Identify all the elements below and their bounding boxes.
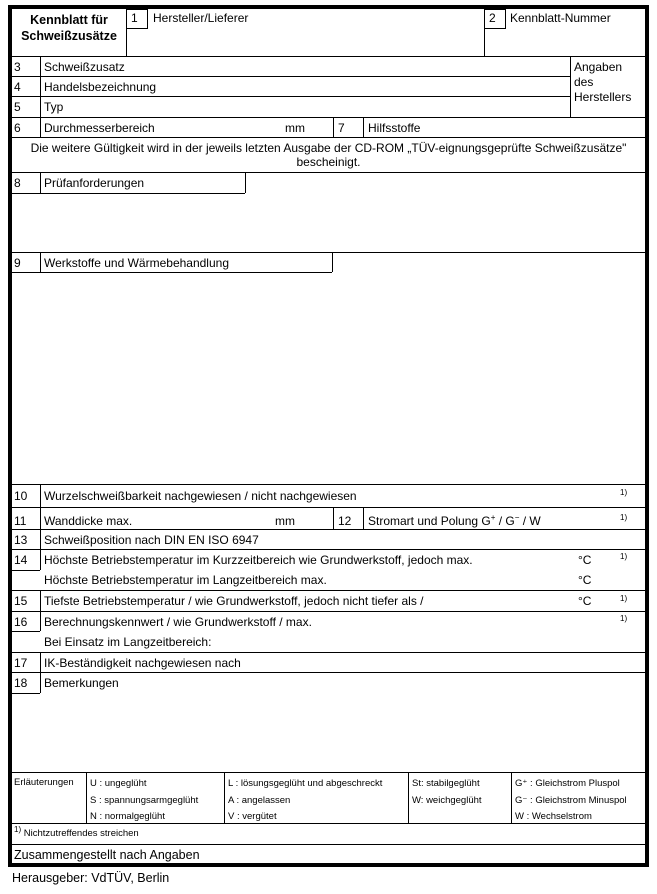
row10-number: 10 <box>14 489 28 503</box>
row16-number: 16 <box>14 615 28 629</box>
row5-label: Typ <box>44 100 64 114</box>
row4-number: 4 <box>14 80 21 94</box>
divider <box>12 56 645 57</box>
row10-label: Wurzelschweißbarkeit nachgewiesen / nicht nachgewiesen <box>44 489 357 503</box>
divider <box>12 117 645 118</box>
legend-item: L : lösungsgeglüht und abgeschreckt <box>228 778 383 789</box>
row3-number: 3 <box>14 60 21 74</box>
row6-label: Durchmesserbereich <box>44 121 155 135</box>
footnote-mark: 1) <box>14 824 22 834</box>
divider <box>12 672 645 673</box>
legend-item: U : ungeglüht <box>90 778 147 789</box>
row18-label: Bemerkungen <box>44 676 119 690</box>
row14-footnote: 1) <box>620 552 628 561</box>
field2-number: 2 <box>489 11 496 25</box>
notice-line1: Die weitere Gültigkeit wird in der jeweils letzten Ausgabe der CD-ROM „TÜV-eignungsgeprüfte Schweißzusätze" <box>30 141 627 155</box>
divider <box>40 549 41 570</box>
legend-col3 <box>412 776 482 809</box>
legend-item: St: stabilgeglüht <box>412 778 480 789</box>
legend-col1 <box>90 776 198 826</box>
row14-label2: Höchste Betriebstemperatur im Langzeitbereich max. <box>44 573 327 587</box>
divider <box>408 772 409 823</box>
field1-number: 1 <box>131 11 138 25</box>
manufacturer-input[interactable] <box>150 30 480 54</box>
row6-number: 6 <box>14 121 21 135</box>
row7-label: Hilfsstoffe <box>368 121 421 135</box>
row15-label: Tiefste Betriebstemperatur / wie Grundwerkstoff, jedoch nicht tiefer als / <box>44 594 424 608</box>
divider <box>12 529 645 530</box>
row15-unit: °C <box>578 594 592 608</box>
form-title <box>12 12 126 44</box>
row11-number: 11 <box>14 514 27 528</box>
row4-label: Handelsbezeichnung <box>44 80 157 94</box>
divider <box>12 507 645 508</box>
divider <box>363 117 364 137</box>
row15-footnote: 1) <box>620 594 628 603</box>
divider <box>511 772 512 823</box>
row17-label: IK-Beständigkeit nachgewiesen nach <box>44 656 241 670</box>
divider <box>332 252 333 272</box>
legend-item: W: weichgeglüht <box>412 794 482 806</box>
divider <box>12 823 645 824</box>
row12-number: 12 <box>338 514 352 528</box>
row11-label: Wanddicke max. <box>44 514 133 528</box>
divider <box>40 252 41 272</box>
row12-footnote: 1) <box>620 513 628 522</box>
publisher: Herausgeber: VdTÜV, Berlin <box>12 871 170 885</box>
row12-label-end: / W <box>519 514 541 528</box>
footnote-text: Nichtzutreffendes streichen <box>21 828 139 839</box>
divider <box>12 549 645 550</box>
divider <box>363 507 364 529</box>
row7-number: 7 <box>338 121 345 135</box>
row6-unit: mm <box>285 121 305 135</box>
row14-unit2: °C <box>578 573 592 587</box>
legend-item: G⁻ : Gleichstrom Minuspol <box>515 794 627 806</box>
row18-number: 18 <box>14 676 28 690</box>
divider <box>12 484 645 485</box>
divider <box>12 137 645 138</box>
form-title-line2: Schweißzusätze <box>21 29 117 43</box>
divider <box>333 507 334 529</box>
footnote <box>14 824 139 841</box>
row16-label: Berechnungskennwert / wie Grundwerkstoff / max. <box>44 615 312 629</box>
row15-number: 15 <box>14 594 28 608</box>
row17-number: 17 <box>14 656 28 670</box>
legend-col2 <box>228 776 382 826</box>
divider <box>40 172 41 193</box>
row14-unit: °C <box>578 553 592 567</box>
row5-number: 5 <box>14 100 21 114</box>
row9-label: Werkstoffe und Wärmebehandlung <box>44 256 229 270</box>
field1-label: Hersteller/Lieferer <box>153 11 249 25</box>
divider <box>86 772 87 823</box>
divider <box>12 272 332 273</box>
divider <box>12 76 570 77</box>
field2-label: Kennblatt-Nummer <box>510 11 611 25</box>
row10-footnote: 1) <box>620 488 628 497</box>
test-requirements-area[interactable] <box>14 196 640 250</box>
plus-sup: + <box>490 513 496 522</box>
divider <box>12 652 645 653</box>
legend-title: Erläuterungen <box>14 777 74 788</box>
legend-item: W : Wechselstrom <box>515 811 592 822</box>
divider <box>12 252 645 253</box>
row16-label2: Bei Einsatz im Langzeitbereich: <box>44 635 212 649</box>
row16-footnote: 1) <box>620 614 628 623</box>
divider <box>12 193 245 194</box>
manufacturer-note <box>574 60 631 105</box>
row13-number: 13 <box>14 533 28 547</box>
divider <box>224 772 225 823</box>
divider <box>12 844 645 845</box>
divider <box>12 772 645 773</box>
divider <box>12 693 40 694</box>
validity-notice <box>12 141 645 169</box>
divider <box>12 570 40 571</box>
row14-number: 14 <box>14 553 28 567</box>
compiled-note: Zusammengestellt nach Angaben <box>14 848 200 862</box>
row9-number: 9 <box>14 256 21 270</box>
materials-area[interactable] <box>14 275 640 480</box>
row11-unit: mm <box>275 514 295 528</box>
legend-item: G⁺ : Gleichstrom Pluspol <box>515 778 620 789</box>
row12-label-text: Stromart und Polung G <box>368 514 491 528</box>
divider <box>12 172 645 173</box>
remarks-area[interactable] <box>44 693 640 768</box>
notice-line2: bescheinigt. <box>296 155 361 169</box>
divider <box>570 56 571 117</box>
legend-col4 <box>515 776 627 826</box>
note-line2: des <box>574 75 594 89</box>
divider <box>40 484 41 549</box>
divider <box>12 96 570 97</box>
divider <box>12 631 40 632</box>
note-line1: Angaben <box>574 60 623 74</box>
row8-label: Prüfanforderungen <box>44 176 145 190</box>
divider <box>333 117 334 137</box>
minus-sup: − <box>514 513 520 522</box>
row12-label-mid: / G <box>495 514 515 528</box>
legend-item: N : normalgeglüht <box>90 811 165 822</box>
legend-item: S : spannungsarmgeglüht <box>90 794 199 806</box>
row12-label <box>368 514 541 528</box>
note-line3: Herstellers <box>574 90 632 104</box>
form-title-line1: Kennblatt für <box>30 13 108 27</box>
row13-label: Schweißposition nach DIN EN ISO 6947 <box>44 533 259 547</box>
row14-label: Höchste Betriebstemperatur im Kurzzeitbereich wie Grundwerkstoff, jedoch max. <box>44 553 473 567</box>
sheet-number-input[interactable] <box>507 30 640 54</box>
legend-item: A : angelassen <box>228 794 291 806</box>
row8-number: 8 <box>14 176 21 190</box>
row3-label: Schweißzusatz <box>44 60 125 74</box>
divider <box>12 611 645 612</box>
divider <box>245 172 246 193</box>
legend-item: V : vergütet <box>228 811 277 822</box>
divider <box>12 590 645 591</box>
